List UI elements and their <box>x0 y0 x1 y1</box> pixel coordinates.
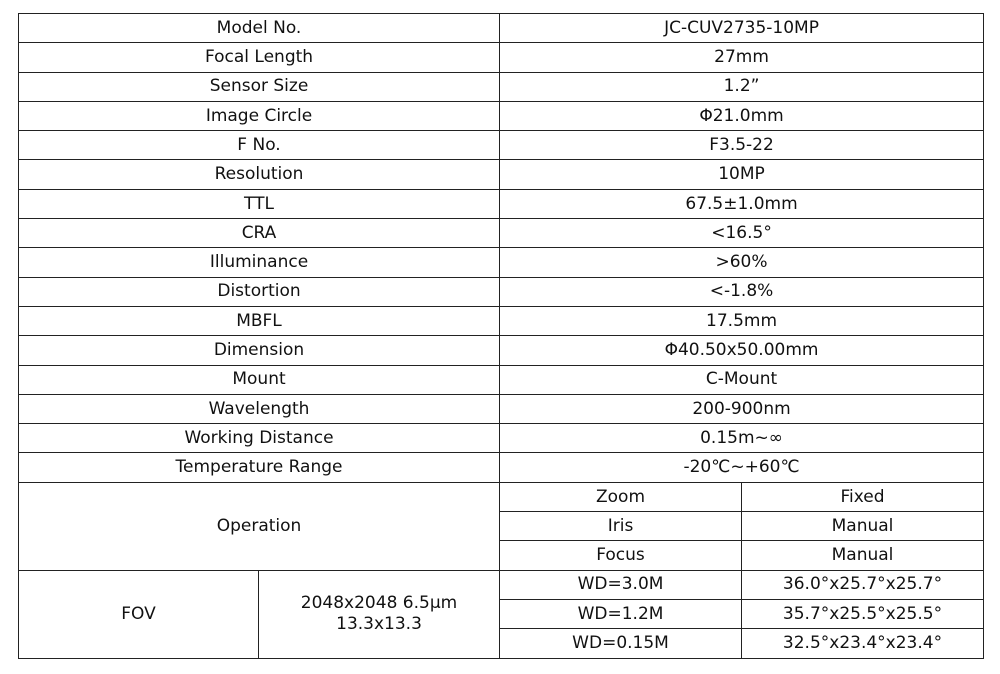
fov-working-distance: WD=1.2M <box>500 599 742 628</box>
spec-row-wavelength <box>19 394 984 423</box>
spec-label: Dimension <box>19 336 500 365</box>
operation-row-zoom <box>19 482 984 511</box>
spec-row-dimension <box>19 336 984 365</box>
operation-value: Manual <box>742 512 984 541</box>
spec-label: Model No. <box>19 14 500 43</box>
spec-row-working-distance <box>19 424 984 453</box>
spec-row-distortion <box>19 277 984 306</box>
spec-label: TTL <box>19 189 500 218</box>
fov-row-wd-3 <box>19 570 984 599</box>
spec-value: 200-900nm <box>500 394 984 423</box>
spec-row-cra <box>19 219 984 248</box>
spec-value: 0.15m~∞ <box>500 424 984 453</box>
spec-value: 10MP <box>500 160 984 189</box>
spec-value: 17.5mm <box>500 306 984 335</box>
fov-angles: 35.7°x25.5°x25.5° <box>742 599 984 628</box>
spec-label: CRA <box>19 219 500 248</box>
spec-value: -20℃~+60℃ <box>500 453 984 482</box>
spec-value: C-Mount <box>500 365 984 394</box>
fov-sensor-cell <box>259 570 500 658</box>
spec-row-mbfl <box>19 306 984 335</box>
spec-value: 27mm <box>500 43 984 72</box>
spec-row-image-circle <box>19 101 984 130</box>
spec-row-model <box>19 14 984 43</box>
spec-label: Resolution <box>19 160 500 189</box>
operation-name: Focus <box>500 541 742 570</box>
spec-label: Temperature Range <box>19 453 500 482</box>
fov-label: FOV <box>19 570 259 658</box>
fov-sensor-resolution: 2048x2048 6.5μm <box>300 592 458 613</box>
spec-value: Φ40.50x50.00mm <box>500 336 984 365</box>
operation-label: Operation <box>19 482 500 570</box>
fov-working-distance: WD=3.0M <box>500 570 742 599</box>
lens-spec-table <box>18 13 984 659</box>
fov-sensor-size: 13.3x13.3 <box>336 614 422 635</box>
spec-row-resolution <box>19 160 984 189</box>
operation-value: Manual <box>742 541 984 570</box>
spec-label: Image Circle <box>19 101 500 130</box>
spec-label: Working Distance <box>19 424 500 453</box>
spec-label: Mount <box>19 365 500 394</box>
spec-label: Focal Length <box>19 43 500 72</box>
operation-value: Fixed <box>742 482 984 511</box>
fov-angles: 36.0°x25.7°x25.7° <box>742 570 984 599</box>
fov-angles: 32.5°x23.4°x23.4° <box>742 629 984 658</box>
spec-row-illuminance <box>19 248 984 277</box>
spec-row-sensor-size <box>19 72 984 101</box>
spec-row-temperature-range <box>19 453 984 482</box>
spec-row-mount <box>19 365 984 394</box>
spec-label: MBFL <box>19 306 500 335</box>
spec-label: Sensor Size <box>19 72 500 101</box>
spec-value: >60% <box>500 248 984 277</box>
spec-label: Distortion <box>19 277 500 306</box>
spec-row-focal-length <box>19 43 984 72</box>
spec-value: JC-CUV2735-10MP <box>500 14 984 43</box>
fov-working-distance: WD=0.15M <box>500 629 742 658</box>
spec-row-ttl <box>19 189 984 218</box>
spec-value: <16.5° <box>500 219 984 248</box>
spec-label: Wavelength <box>19 394 500 423</box>
spec-value: F3.5-22 <box>500 131 984 160</box>
spec-label: F No. <box>19 131 500 160</box>
spec-value: <-1.8% <box>500 277 984 306</box>
spec-label: Illuminance <box>19 248 500 277</box>
spec-value: 1.2” <box>500 72 984 101</box>
spec-value: Φ21.0mm <box>500 101 984 130</box>
spec-row-f-no <box>19 131 984 160</box>
operation-name: Zoom <box>500 482 742 511</box>
operation-name: Iris <box>500 512 742 541</box>
spec-value: 67.5±1.0mm <box>500 189 984 218</box>
